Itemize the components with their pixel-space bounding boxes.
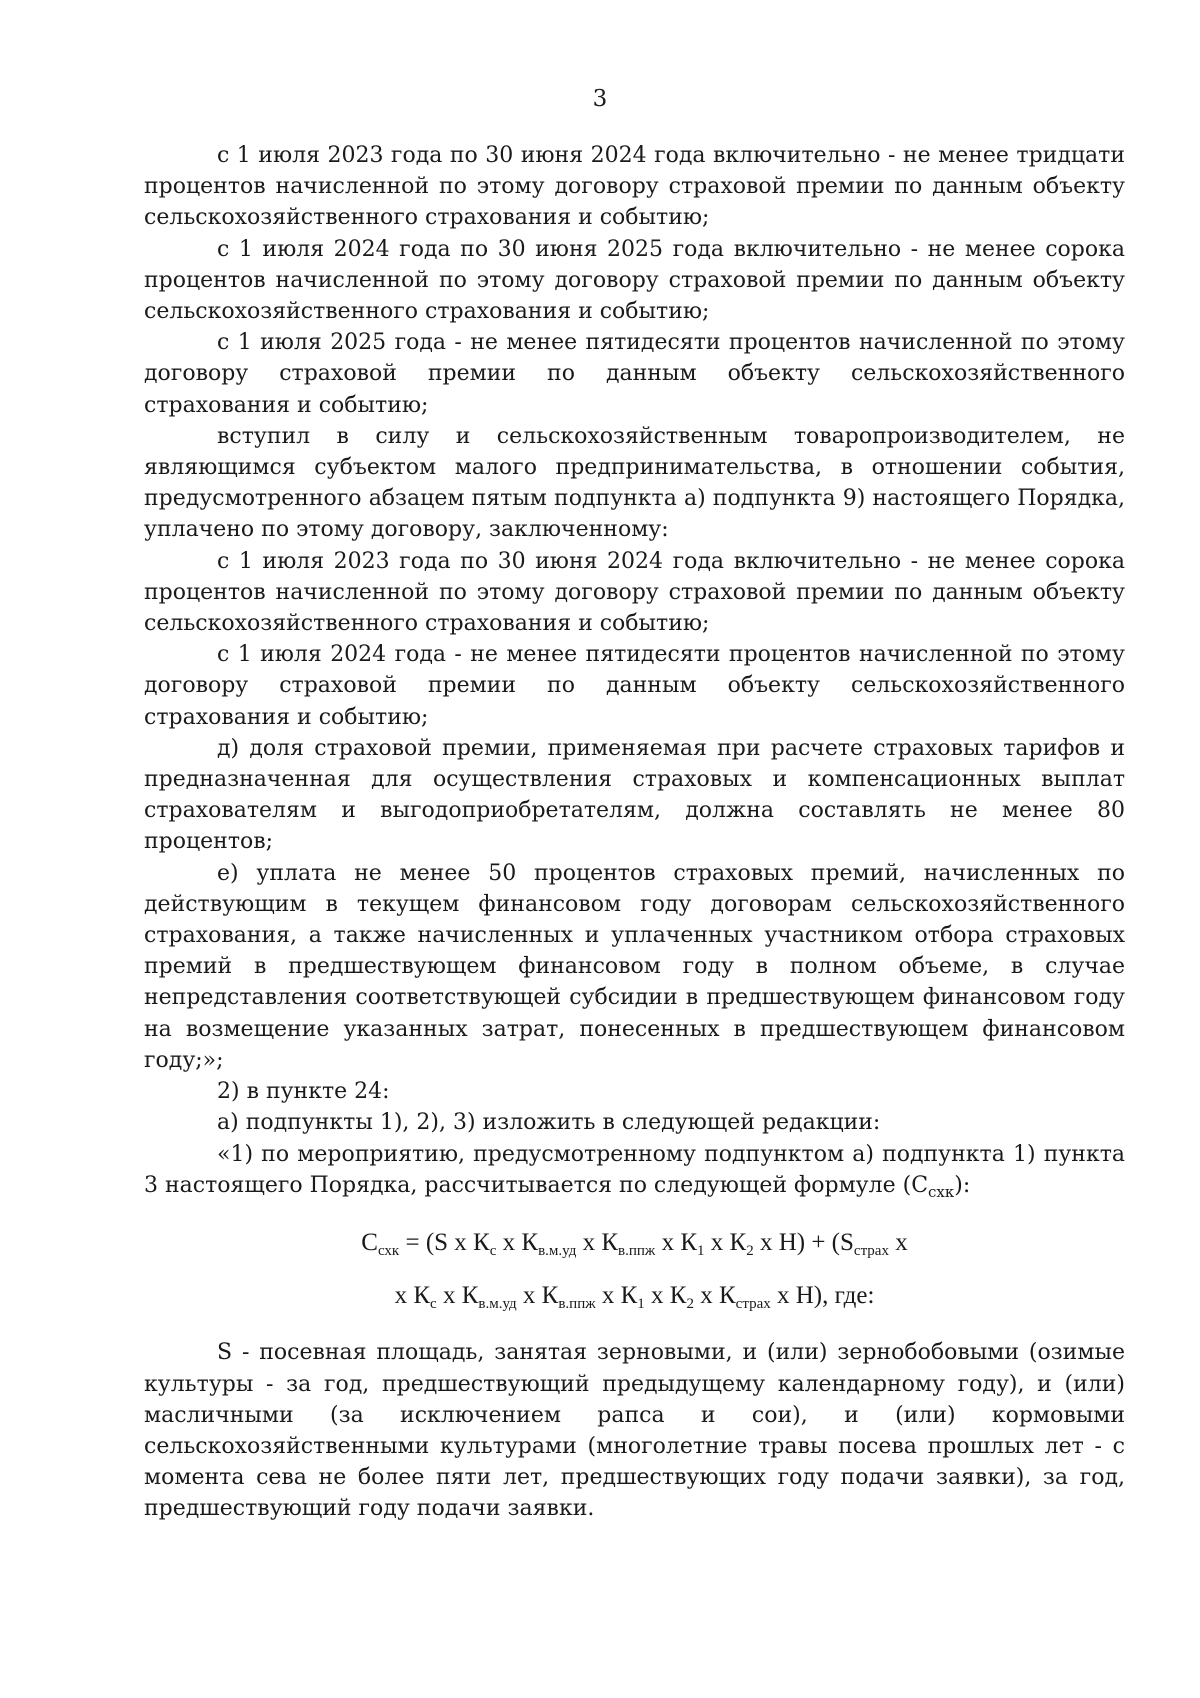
- paragraph-11-end: ):: [954, 1172, 971, 1198]
- paragraph-12: S - посевная площадь, занятая зерновыми, и (или) зернобобовыми (озимые культуры - за год, предшествующий предыдущему календарному году), и (или) масличными (за исключением рапса и сои), и (или) кормовыми сельскохозяйственными культурами (многолетние травы посева прошлых лет - с момента сева не более пяти лет, предшествующих году подачи заявки), за год, предшествующий году подачи заявки.: [144, 1340, 1125, 1522]
- formula-2-sub-3: в.ппж: [558, 1296, 596, 1313]
- formula-2-sub-4: 1: [637, 1296, 645, 1313]
- formula-1-sub-3: в.м.уд: [538, 1242, 577, 1259]
- formula-1-term-5: х К: [655, 1228, 697, 1256]
- formula-2-sub-2: в.м.уд: [478, 1296, 517, 1313]
- formula-1-sub-5: 1: [697, 1242, 705, 1259]
- paragraph-1: с 1 июля 2023 года по 30 июня 2024 года включительно - не менее тридцати процентов начисленной по этому договору страховой премии по данным объекту сельскохозяйственного страхования и событию;: [144, 143, 1125, 231]
- formula-1-sub-7: страх: [853, 1242, 889, 1259]
- formula-2-sub-5: 2: [686, 1296, 694, 1313]
- formula-1-term-2: = (S х К: [399, 1228, 490, 1256]
- paragraph-11-text: «1) по мероприятию, предусмотренному подпунктом а) подпункта 1) пункта 3 настоящего Порядка, рассчитывается по следующей формуле (С: [144, 1141, 1125, 1198]
- paragraph-4: вступил в силу и сельскохозяйственным товаропроизводителем, не являющимся субъектом малого предпринимательства, в отношении события, предусмотренного абзацем пятым подпункта а) подпункта 9) настоящего Порядка, уплачено по этому договору, заключенному:: [144, 423, 1125, 543]
- paragraph-11-subscript: схк: [928, 1182, 955, 1201]
- paragraph-3: с 1 июля 2025 года - не менее пятидесяти процентов начисленной по этому договору страховой премии по данным объекту сельскохозяйственного страхования и событию;: [144, 330, 1125, 418]
- paragraph-8: е) уплата не менее 50 процентов страховых премий, начисленных по действующим в текущем финансовом году договорам сельскохозяйственного страхования, а также начисленных и уплаченных участником отбора страховых премий в предшествующем финансовом году в полном объеме, в случае непредставления соответствующей субсидии в предшествующем финансовом году на возмещение указанных затрат, понесенных в предшествующем финансовом году;»;: [144, 860, 1125, 1073]
- paragraph-9: 2) в пункте 24:: [217, 1079, 390, 1105]
- formula-1-sub-2: с: [489, 1242, 497, 1259]
- formula-1-term-8: х: [888, 1228, 908, 1256]
- formula-2-term-2: х К: [436, 1282, 479, 1310]
- formula-line-2: [144, 1280, 1125, 1311]
- formula-1-term-6: х К: [704, 1228, 747, 1256]
- formula-1-term-7: х Н) + (S: [753, 1228, 854, 1256]
- formula-2-term-4: х К: [595, 1282, 638, 1310]
- paragraph-6: с 1 июля 2024 года - не менее пятидесяти процентов начисленной по этому договору страховой премии по данным объекту сельскохозяйственного страхования и событию;: [144, 642, 1125, 730]
- formula-1-term-3: х К: [496, 1228, 539, 1256]
- page-number: 3: [592, 86, 608, 112]
- formula-1-term-4: х К: [576, 1228, 619, 1256]
- formula-2-sub-6: страх: [735, 1296, 771, 1313]
- paragraph-5: с 1 июля 2023 года по 30 июня 2024 года включительно - не менее сорока процентов начисленной по этому договору страховой премии по данным объекту сельскохозяйственного страхования и событию;: [144, 548, 1125, 637]
- paragraph-2: с 1 июля 2024 года по 30 июня 2025 года включительно - не менее сорока процентов начисленной по этому договору страховой премии по данным объекту сельскохозяйственного страхования и событию;: [144, 236, 1125, 325]
- paragraph-7: д) доля страховой премии, применяемая при расчете страховых тарифов и предназначенная для осуществления страховых и компенсационных выплат страхователям и выгодоприобретателям, должна составлять не менее 80 процентов;: [144, 735, 1125, 855]
- document-body: [144, 140, 1125, 1525]
- formula-1-sub-6: 2: [746, 1242, 754, 1259]
- formula-1-term-1: С: [361, 1228, 378, 1256]
- formula-line-1: [144, 1227, 1125, 1258]
- formula-2-term-6: х К: [693, 1282, 736, 1310]
- formula-2-term-1: х К: [394, 1282, 431, 1310]
- formula-2-term-7: х Н), где:: [770, 1282, 875, 1310]
- formula-1-sub-1: схк: [377, 1242, 400, 1259]
- formula-2-sub-1: с: [430, 1296, 437, 1313]
- formula-2-term-5: х К: [644, 1282, 687, 1310]
- paragraph-10: а) подпункты 1), 2), 3) изложить в следующей редакции:: [217, 1110, 881, 1136]
- formula-2-term-3: х К: [516, 1282, 559, 1310]
- formula-1-sub-4: в.ппж: [618, 1242, 656, 1259]
- paragraph-11: [144, 1139, 1125, 1201]
